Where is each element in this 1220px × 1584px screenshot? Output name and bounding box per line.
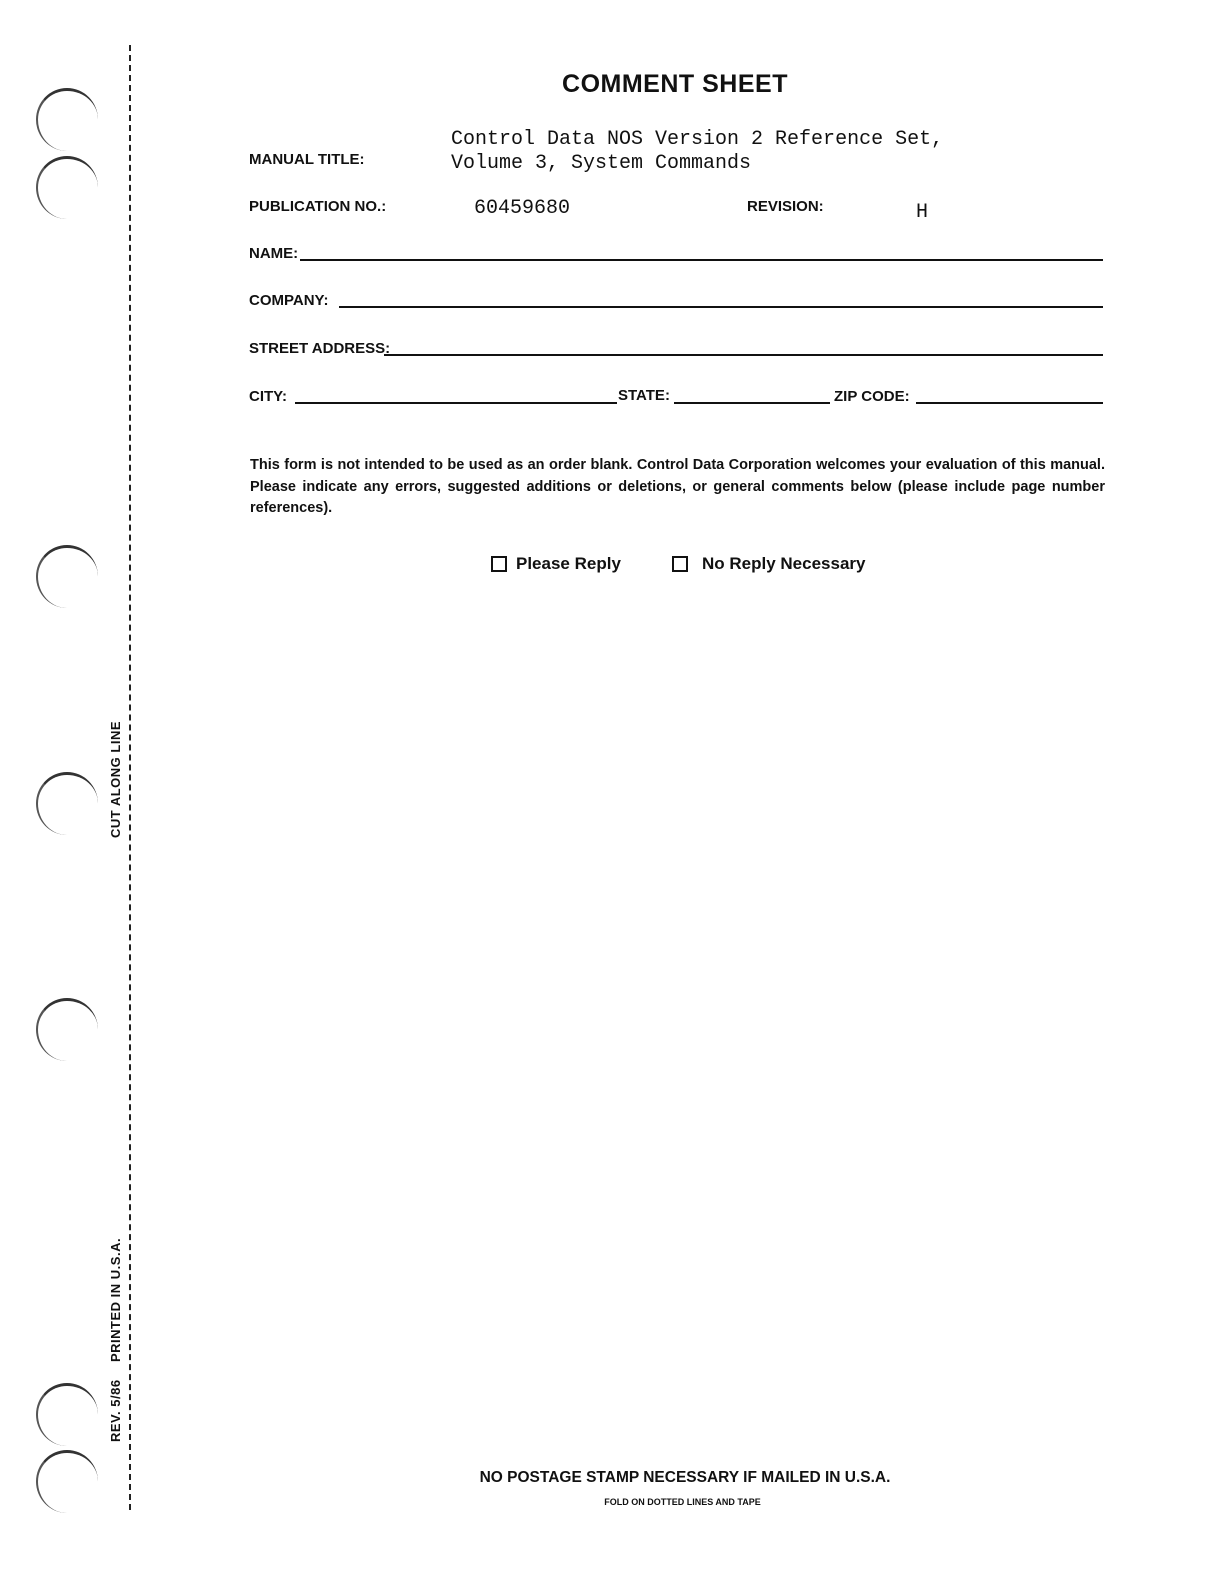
binder-hole [36, 772, 98, 835]
zip-label: ZIP CODE: [834, 388, 910, 405]
publication-no-value: 60459680 [474, 197, 571, 220]
binder-hole [36, 1383, 98, 1446]
city-field[interactable] [295, 402, 617, 404]
binder-hole [36, 545, 98, 608]
cut-along-line-label: CUT ALONG LINE [108, 720, 123, 838]
street-address-field[interactable] [384, 354, 1103, 356]
company-field[interactable] [339, 306, 1103, 308]
fold-note: FOLD ON DOTTED LINES AND TAPE [604, 1497, 761, 1507]
state-field[interactable] [674, 402, 830, 404]
no-reply-option[interactable] [672, 554, 865, 574]
instructions-text: This form is not intended to be used as an order blank. Control Data Corporation welcomes your evaluation of this manual. Please indicate any errors, suggested additions or deletions, or general comments below (please include page number references). [250, 457, 1105, 516]
binder-hole [36, 998, 98, 1061]
rev-label: REV. 5/86 [108, 1379, 123, 1442]
state-label: STATE: [618, 387, 670, 404]
manual-title-label: MANUAL TITLE: [249, 151, 365, 168]
cut-line [129, 45, 131, 1510]
postage-note: NO POSTAGE STAMP NECESSARY IF MAILED IN U.S.A. [479, 1469, 891, 1486]
page-title: COMMENT SHEET [562, 70, 788, 98]
revision-value: H [916, 201, 929, 224]
manual-title-value-line2: Volume 3, System Commands [451, 152, 752, 175]
city-label: CITY: [249, 388, 288, 405]
name-label: NAME: [249, 245, 299, 262]
please-reply-checkbox[interactable] [491, 556, 507, 572]
printed-label: PRINTED IN U.S.A. [108, 1237, 123, 1362]
revision-label: REVISION: [747, 198, 824, 215]
no-reply-label: No Reply Necessary [702, 554, 866, 573]
street-address-label: STREET ADDRESS: [249, 340, 391, 357]
no-reply-checkbox[interactable] [672, 556, 688, 572]
name-field[interactable] [300, 259, 1103, 261]
company-label: COMPANY: [249, 292, 329, 309]
zip-field[interactable] [916, 402, 1103, 404]
binder-hole [36, 156, 98, 219]
please-reply-label: Please Reply [516, 554, 621, 573]
please-reply-option[interactable] [491, 554, 621, 574]
manual-title-value-line1: Control Data NOS Version 2 Reference Set, [451, 128, 944, 151]
publication-no-label: PUBLICATION NO.: [249, 198, 387, 215]
